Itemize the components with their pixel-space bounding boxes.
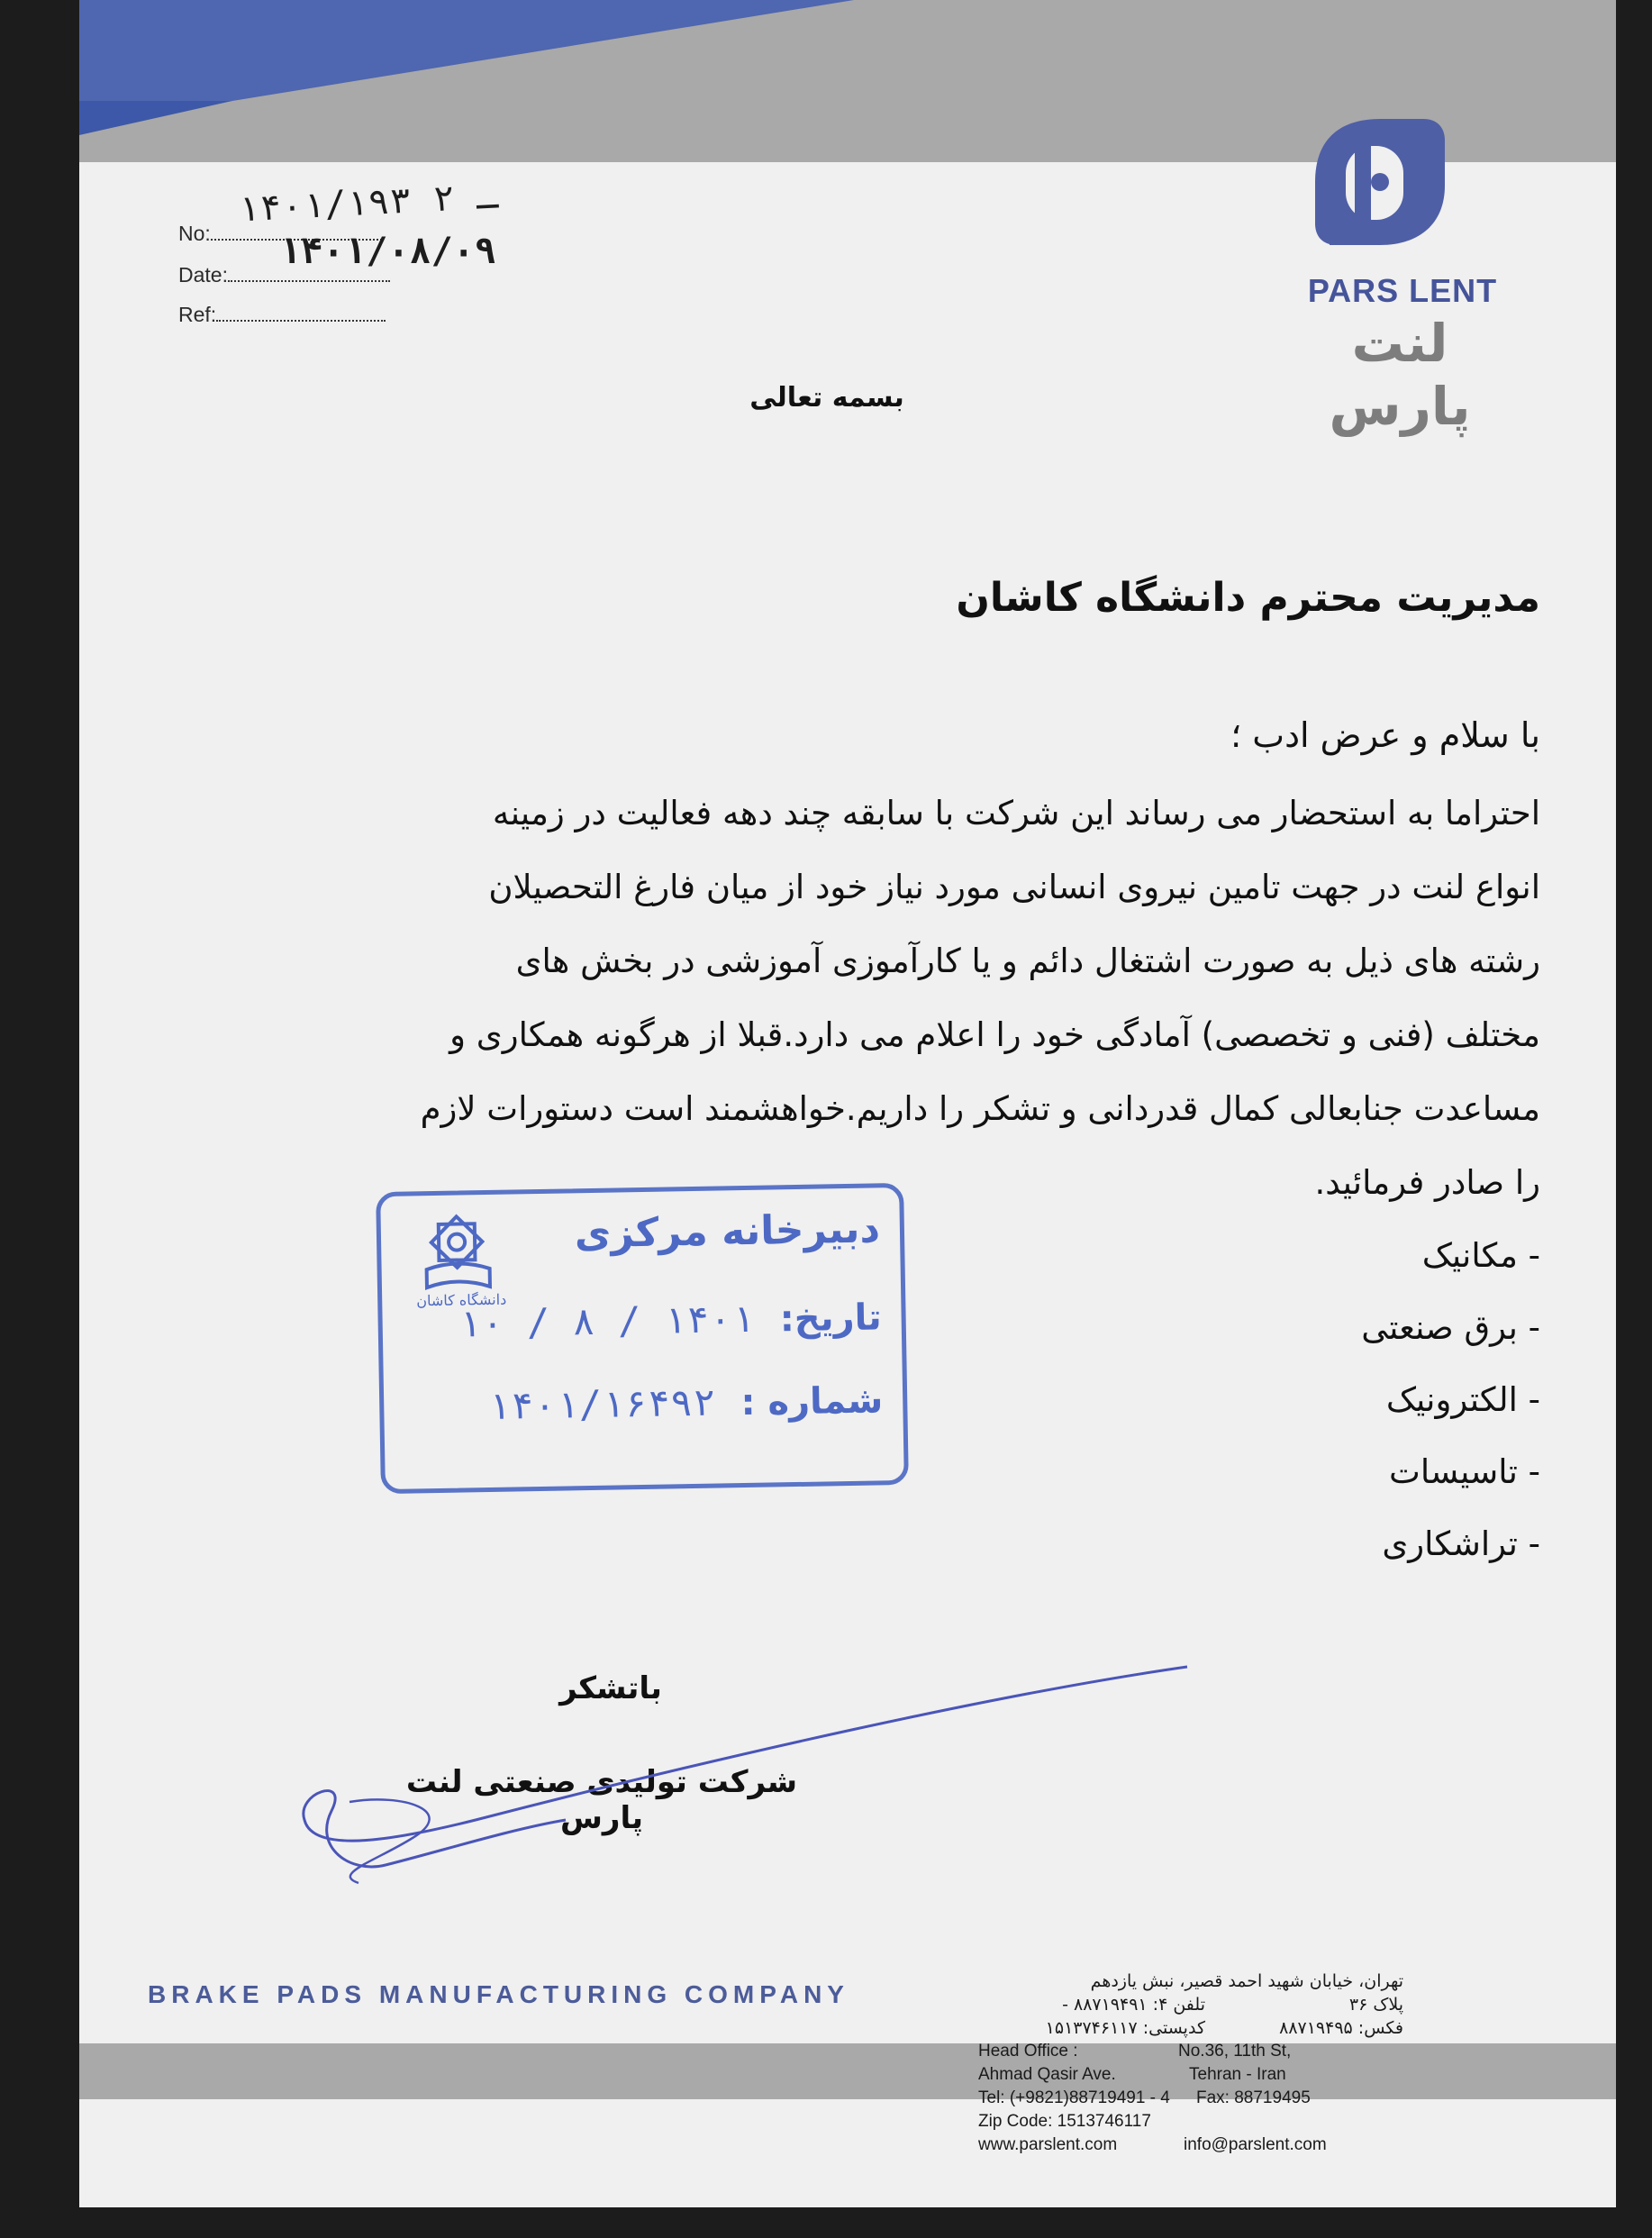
recipient-heading: مدیریت محترم دانشگاه کاشان xyxy=(956,575,1540,621)
stamp-date-label: تاریخ: xyxy=(779,1296,883,1341)
stamp-number-row xyxy=(396,1377,884,1429)
handwritten-signature xyxy=(295,1658,1196,1892)
brand-name-en: PARS LENT xyxy=(1307,272,1498,309)
stamp-number-value: ۱۴۰۱/۱۶۴۹۲ xyxy=(487,1379,716,1428)
handwritten-number: ۱۴۰۱/۱۹۳ ـ ۲ xyxy=(236,175,500,231)
body-line: را صادر فرمائید. xyxy=(1314,1163,1540,1202)
brand-name-fa: لنت پارس xyxy=(1329,313,1471,437)
greeting-line: با سلام و عرض ادب ؛ xyxy=(1230,715,1540,755)
fields-list xyxy=(910,1220,1540,1580)
fax-fa: فکس: ۸۸۷۱۹۴۹۵ xyxy=(1279,2018,1403,2038)
list-item: - الکترونیک xyxy=(1385,1380,1540,1419)
body-line: رشته های ذیل به صورت اشتغال دائم و یا کارآموزی آموزشی در بخش های xyxy=(515,942,1540,980)
list-item: - مکانیک xyxy=(1421,1236,1540,1275)
body-line: احتراما به استحضار می رساند این شرکت با سابقه چند دهه فعالیت در زمینه xyxy=(492,794,1540,832)
no-label: No: xyxy=(178,222,211,245)
secretariat-stamp xyxy=(376,1183,909,1494)
company-signature-line: شرکت تولیدی صنعتی لنت پارس xyxy=(405,1764,798,1836)
list-item: - تاسیسات xyxy=(1389,1452,1540,1491)
ref-field xyxy=(178,303,386,327)
handwritten-date: ۱۴۰۱/۰۸/۰۹ xyxy=(279,231,496,272)
stamp-title: دبیرخانه مرکزی xyxy=(574,1205,881,1258)
company-tagline: BRAKE PADS MANUFACTURING COMPANY xyxy=(148,1980,849,2008)
letter-body xyxy=(274,777,1540,1220)
stamp-date-row xyxy=(395,1294,882,1346)
city: Tehran - Iran xyxy=(1189,2065,1286,2084)
website-link[interactable]: www.parslent.com xyxy=(978,2135,1118,2154)
zip-code: Zip Code: 1513746117 xyxy=(978,2112,1151,2131)
fax: Fax: 88719495 xyxy=(1196,2088,1311,2107)
date-label: Date: xyxy=(178,263,228,287)
stamp-number-label: شماره : xyxy=(740,1379,884,1424)
street-name: Ahmad Qasir Ave. xyxy=(978,2065,1116,2084)
letter-page xyxy=(79,0,1616,2207)
stamp-date-value: ۱۴۰۱ / ۸ / ۱۰ xyxy=(458,1296,756,1346)
zip-fa: کدپستی: ۱۵۱۳۷۴۶۱۱۷ xyxy=(1045,2018,1205,2038)
closing-line: باتشکر xyxy=(559,1670,662,1706)
pars-lent-logo-icon xyxy=(1315,119,1445,245)
list-item: - برق صنعتی xyxy=(1361,1308,1540,1347)
ref-label: Ref: xyxy=(178,303,217,326)
street-number: No.36, 11th St, xyxy=(1178,2042,1292,2061)
phone-fa: تلفن ۴: ۸۸۷۱۹۴۹۱ - xyxy=(1062,1995,1205,2015)
footer-band xyxy=(79,2043,1616,2099)
address-fa-line-2: پلاک ۳۶ xyxy=(1348,1995,1403,2015)
address-fa-line-1: تهران، خیابان شهید احمد قصیر، نبش یازدهم xyxy=(1090,1971,1403,1991)
telephone: Tel: (+9821)88719491 - 4 xyxy=(978,2088,1170,2107)
body-line: انواع لنت در جهت تامین نیروی انسانی مورد نیاز خود از میان فارغ التحصیلان xyxy=(488,868,1540,906)
body-line: مساعدت جنابعالی کمال قدردانی و تشکر را داریم.خواهشمند است دستورات لازم xyxy=(420,1089,1540,1128)
head-office-label: Head Office : xyxy=(978,2042,1078,2061)
list-item: - تراشکاری xyxy=(1382,1524,1540,1563)
email-link[interactable]: info@parslent.com xyxy=(1184,2135,1327,2154)
body-line: مختلف (فنی و تخصصی) آمادگی خود را اعلام می دارد.قبلا از هرگونه همکاری و xyxy=(449,1015,1540,1054)
bismillah-heading: بسمه تعالی xyxy=(749,382,904,414)
emblem-text: دانشگاه کاشان xyxy=(416,1290,507,1310)
